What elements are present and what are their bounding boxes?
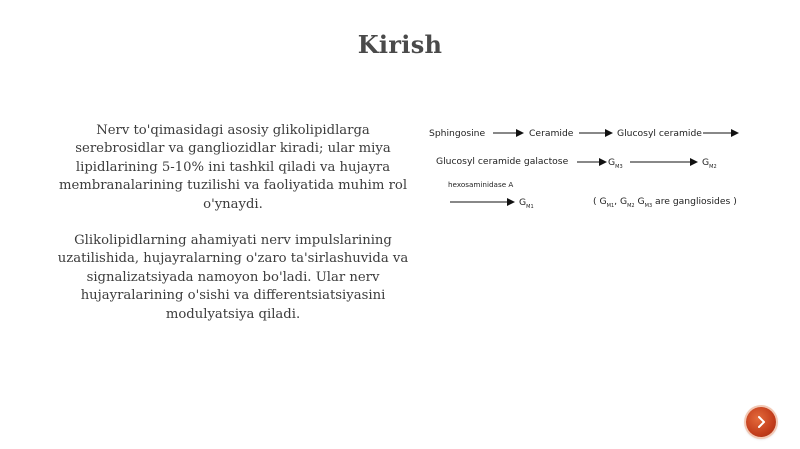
- next-slide-button[interactable]: [746, 407, 776, 437]
- note-sub-m2: M2: [627, 203, 635, 209]
- gm3-sub: M3: [615, 164, 623, 170]
- gm1-label: [519, 197, 534, 210]
- ceramide-label: Ceramide: [529, 128, 574, 139]
- gangliosides-note: [593, 196, 737, 209]
- note-open: ( G: [593, 196, 607, 207]
- slide-body: [50, 122, 416, 342]
- note-mid-2: G: [634, 196, 645, 207]
- note-mid-1: , G: [614, 196, 628, 207]
- note-close: are gangliosides ): [652, 196, 737, 207]
- note-sub-m3: M3: [644, 203, 653, 209]
- gm1-sub: M1: [526, 204, 534, 210]
- ganglioside-pathway-diagram: [420, 118, 760, 218]
- slide-title: Kirish: [357, 30, 443, 59]
- gm3-main: G: [608, 157, 616, 168]
- gm2-main: G: [702, 157, 710, 168]
- gm3-label: [608, 157, 623, 170]
- gm2-label: [702, 157, 717, 170]
- glucosyl-ceramide-galactose-label: Glucosyl ceramide galactose: [436, 156, 569, 167]
- sphingosine-label: Sphingosine: [429, 128, 486, 139]
- chevron-right-icon: [754, 415, 768, 429]
- glucosyl-ceramide-label: Glucosyl ceramide: [617, 128, 702, 139]
- note-sub-m1: M1: [606, 203, 615, 209]
- paragraph-2: Glikolipidlarning ahamiyati nerv impulslarining uzatilishida, hujayralarning o'zaro ta'sirlashuvida va signalizatsiyada namoyon bo'ladi. Ular nerv hujayralarining o'sishi va differentsiatsiyasini modulyatsiya qiladi.: [57, 233, 409, 322]
- gm1-main: G: [519, 197, 527, 208]
- hexosaminidase-a-label: hexosaminidase A: [448, 180, 514, 189]
- gm2-sub: M2: [709, 164, 717, 170]
- paragraph-1: Nerv to'qimasidagi asosiy glikolipidlarga serebrosidlar va gangliozidlar kiradi; ular miya lipidlarining 5-10% ini tashkil qiladi va hujayra membranalarining tuzilishi va faoliyatida muhim rol o'ynaydi.: [58, 123, 408, 212]
